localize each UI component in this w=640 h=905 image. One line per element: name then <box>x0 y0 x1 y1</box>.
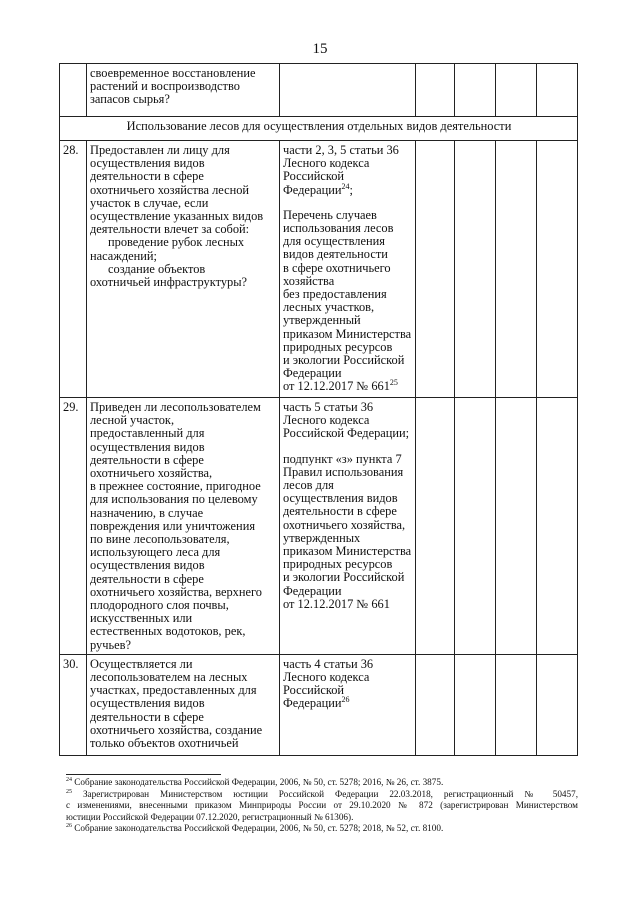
reference-line-text: осуществления видов <box>283 491 398 506</box>
row-number: 29. <box>60 398 87 655</box>
question-line <box>90 639 277 652</box>
answer-cell <box>537 64 578 117</box>
footnote-number: 24 <box>66 776 72 783</box>
footnote-line <box>66 812 578 824</box>
table-row <box>60 654 578 755</box>
section-row <box>60 117 578 141</box>
reference-line-text: утвержденный <box>283 313 361 328</box>
question-cell <box>87 141 280 398</box>
reference-line-text: Федерации <box>283 696 342 711</box>
reference-line <box>283 598 413 611</box>
row-number-cell <box>60 64 87 117</box>
question-line-text: естественных водотоков, рек, <box>90 624 246 639</box>
reference-line-text: Лесного кодекса <box>283 670 370 685</box>
question-line-text: Предоставлен ли лицу для <box>90 143 230 157</box>
footnote-text: юстиции Российской Федерации 07.12.2020, регистрационный № 61306). <box>66 811 354 822</box>
answer-cell <box>537 398 578 655</box>
footnote-text: Собрание законодательства Российской Федерации, 2006, № 50, ст. 5278; 2018, № 52, ст. 8100. <box>74 823 444 834</box>
reference-line-text: природных ресурсов <box>283 557 393 572</box>
table-row <box>60 398 578 655</box>
reference-line-text: Российской <box>283 169 345 184</box>
answer-cell <box>496 654 537 755</box>
reference-line-text: утвержденных <box>283 530 361 545</box>
reference-line-text: Российской <box>283 683 345 698</box>
reference-cell <box>280 141 416 398</box>
reference-line-text: Федерации <box>283 366 342 381</box>
question-cell <box>87 398 280 655</box>
question-line-text: проведение рубок лесных <box>108 235 245 250</box>
question-line-text: осуществления видов <box>90 156 205 171</box>
question-line-text: использующего леса для <box>90 545 221 560</box>
footnote-line <box>66 789 578 801</box>
section-title: Использование лесов для осуществления отдельных видов деятельности <box>60 117 578 141</box>
question-line-text: осуществление указанных видов <box>90 209 264 224</box>
table-row <box>60 64 578 117</box>
answer-cell <box>537 654 578 755</box>
question-line-text: деятельности в сфере <box>90 452 204 467</box>
answer-cell <box>496 141 537 398</box>
footnotes <box>66 777 578 835</box>
question-cell <box>87 654 280 755</box>
question-line <box>90 276 277 289</box>
question-line-text: лесной участок, <box>90 413 175 428</box>
reference-line-text: от 12.12.2017 № 661 <box>283 379 390 394</box>
reference-line-text: Федерации <box>283 182 342 197</box>
reference-line-text: Правил использования <box>283 464 404 479</box>
reference-line-text: часть 5 статьи 36 <box>283 400 374 414</box>
question-line-text: повреждения или уничтожения <box>90 518 256 533</box>
reference-line-text: и экологии Российской <box>283 570 405 585</box>
reference-line-text: Лесного кодекса <box>283 156 370 171</box>
trailing-punctuation: ; <box>349 182 353 197</box>
inspection-checklist-table <box>59 63 578 756</box>
reference-line-text: от 12.12.2017 № 661 <box>283 596 390 611</box>
question-line <box>90 737 277 750</box>
question-line-text: назначению, в случае <box>90 505 204 520</box>
answer-cell <box>416 398 455 655</box>
reference-line-text: Российской Федерации; <box>283 426 410 441</box>
reference-line-text: видов деятельности <box>283 247 388 262</box>
footnote-text: Зарегистрирован Министерством юстиции Российской Федерации 22.03.2018, регистрационный № 50457, <box>82 788 579 799</box>
footnote-number: 25 <box>66 788 72 795</box>
table-row <box>60 141 578 398</box>
reference-line-text: приказом Министерства <box>283 544 412 559</box>
page-number: 15 <box>312 41 328 57</box>
answer-cell <box>455 141 496 398</box>
reference-line-text: лесов для <box>283 478 334 493</box>
reference-cell <box>280 398 416 655</box>
reference-line-text: Федерации <box>283 583 342 598</box>
reference-line <box>283 380 413 393</box>
reference-line-text: Перечень случаев <box>283 207 377 222</box>
reference-line-text: часть 4 статьи 36 <box>283 656 374 671</box>
question-line-text: искусственных или <box>90 611 193 626</box>
footnote-marker: 24 <box>341 181 350 191</box>
footnote-marker: 26 <box>341 695 350 705</box>
question-line-text: лесопользователем на лесных <box>90 670 248 685</box>
question-line-text: охотничьей инфраструктуры? <box>90 275 248 290</box>
question-line-text: охотничьего хозяйства, <box>90 466 213 481</box>
footnote-line <box>66 800 578 812</box>
answer-cell <box>455 398 496 655</box>
question-line-text: по вине лесопользователя, <box>90 532 230 547</box>
reference-line-text: и экологии Российской <box>283 353 405 368</box>
question-line-text: охотничьего хозяйства, верхнего <box>90 584 262 599</box>
question-line-text: предоставленный для <box>90 426 205 441</box>
question-line-text: осуществления видов <box>90 558 205 573</box>
reference-line-text: в сфере охотничьего <box>283 260 391 275</box>
footnote-text: Собрание законодательства Российской Федерации, 2006, № 50, ст. 5278; 2016, № 26, ст. 3875. <box>74 777 444 787</box>
reference-line <box>283 427 413 440</box>
footnote-line <box>66 823 578 835</box>
question-line: запасов сырья? <box>90 92 170 107</box>
question-line-text: в прежнее состояние, пригодное <box>90 479 261 494</box>
question-line-text: участках, предоставленных для <box>90 683 257 698</box>
reference-line-text: лесных участков, <box>283 300 375 315</box>
reference-line-text: природных ресурсов <box>283 339 393 354</box>
reference-cell <box>280 64 416 117</box>
answer-cell <box>455 64 496 117</box>
question-line-text: плодородного слоя почвы, <box>90 598 229 613</box>
question-line: своевременное восстановление <box>90 66 256 80</box>
footnote-line <box>66 777 578 789</box>
reference-line <box>283 697 413 710</box>
footnote-text: с изменениями, внесенными приказом Минприроды России от 29.10.2020 № 872 (зарегистрирован Министерством <box>66 800 578 811</box>
question-line-text: ручьев? <box>90 637 131 652</box>
footnote-marker: 25 <box>389 378 398 388</box>
reference-line-text: Лесного кодекса <box>283 413 370 428</box>
answer-cell <box>416 141 455 398</box>
reference-line-text: охотничьего хозяйства, <box>283 517 406 532</box>
question-line-text: деятельности в сфере <box>90 709 204 724</box>
answer-cell <box>416 64 455 117</box>
question-line-text: охотничьего хозяйства, создание <box>90 722 263 737</box>
answer-cell <box>537 141 578 398</box>
reference-line-text: хозяйства <box>283 273 335 288</box>
question-line-text: деятельности в сфере <box>90 571 204 586</box>
question-line-text: участок в случае, если <box>90 195 209 210</box>
question-line-text: деятельности влечет за собой: <box>90 222 250 237</box>
reference-line-text: подпункт «з» пункта 7 <box>283 451 402 466</box>
footnote-number: 26 <box>66 823 72 830</box>
question-line-text: Осуществляется ли <box>90 656 193 671</box>
reference-line <box>283 181 413 197</box>
reference-line-text: приказом Министерства <box>283 326 412 341</box>
reference-line-text: деятельности в сфере <box>283 504 397 519</box>
reference-line-text: без предоставления <box>283 287 387 302</box>
reference-line-text: части 2, 3, 5 статьи 36 <box>283 143 399 157</box>
question-line: растений и воспроизводство <box>90 79 240 94</box>
reference-line-text: использования лесов <box>283 221 394 236</box>
question-cell <box>87 64 280 117</box>
answer-cell <box>416 654 455 755</box>
question-line-text: осуществления видов <box>90 696 205 711</box>
reference-line-text: для осуществления <box>283 234 385 249</box>
question-line-text: охотничьего хозяйства лесной <box>90 182 250 197</box>
question-line-text: для использования по целевому <box>90 492 258 507</box>
question-line-text: создание объектов <box>108 261 206 276</box>
question-line-text: осуществления видов <box>90 439 205 454</box>
question-line-text: только объектов охотничьей <box>90 736 239 751</box>
answer-cell <box>455 654 496 755</box>
question-line-text: Приведен ли лесопользователем <box>90 400 261 414</box>
row-number: 28. <box>60 141 87 398</box>
question-line-text: насаждений; <box>90 248 157 263</box>
reference-cell <box>280 654 416 755</box>
footnote-separator <box>66 774 221 775</box>
answer-cell <box>496 398 537 655</box>
question-line-text: деятельности в сфере <box>90 169 204 184</box>
row-number: 30. <box>60 654 87 755</box>
answer-cell <box>496 64 537 117</box>
